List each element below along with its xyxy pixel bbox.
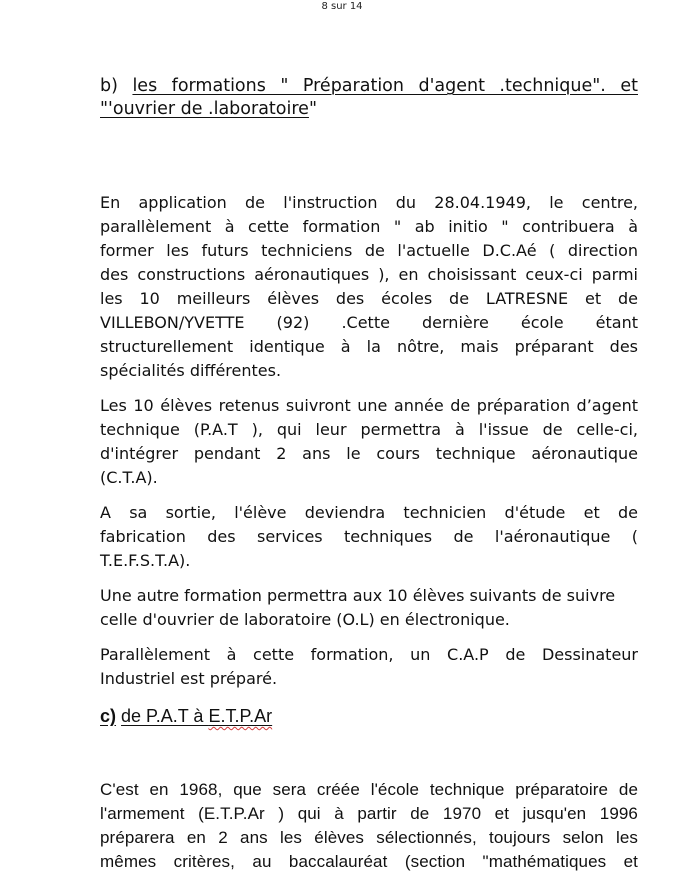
text-line: A sa sortie, l'élève deviendra technicien d'étude et de xyxy=(100,503,638,522)
section-b-label: b) xyxy=(100,76,118,96)
section-b-title-line1: les formations " Préparation d'agent .technique". et xyxy=(132,76,638,96)
text-line: celle d'ouvrier de laboratoire (O.L) en électronique. xyxy=(100,610,510,629)
text-line: d'intégrer pendant 2 ans le cours technique aéronautique xyxy=(100,444,638,463)
text-line: En application de l'instruction du 28.04.1949, le centre, xyxy=(100,193,638,212)
text-line: Les 10 élèves retenus suivront une année de préparation d’agent xyxy=(100,396,638,415)
text-line: mêmes critères, au baccalauréat (section "mathématiques et xyxy=(100,852,638,871)
paragraph-instruction xyxy=(100,191,638,383)
text-line: les 10 meilleurs élèves des écoles de LATRESNE et de xyxy=(100,289,638,308)
text-line: spécialités différentes. xyxy=(100,361,282,380)
text-line: (C.T.A). xyxy=(100,468,158,487)
text-line: parallèlement à cette formation " ab initio " contribuera à xyxy=(100,217,638,236)
text-line: technique (P.A.T ), qui leur permettra à l'issue de celle-ci, xyxy=(100,420,638,439)
text-line: fabrication des services techniques de l'aéronautique ( xyxy=(100,527,638,546)
text-line: Parallèlement à cette formation, un C.A.P de Dessinateur xyxy=(100,645,638,664)
text-line: des constructions aéronautiques ), en choisissant ceux-ci parmi xyxy=(100,265,638,284)
page-number: 8 sur 14 xyxy=(321,1,363,12)
document-body xyxy=(100,75,638,874)
paragraph-tefsta xyxy=(100,501,638,573)
text-line: préparera en 2 ans les élèves sélectionnés, toujours selon les xyxy=(100,828,638,847)
paragraph-etpar xyxy=(100,778,638,874)
section-b-heading xyxy=(100,75,638,98)
paragraph-pat xyxy=(100,394,638,490)
paragraph-ouvrier-laboratoire xyxy=(100,584,638,632)
text-line: T.E.F.S.T.A). xyxy=(100,551,191,570)
section-b-title-line2: "'ouvrier de .laboratoire xyxy=(100,99,309,119)
text-line: former les futurs techniciens de l'actuelle D.C.Aé ( direction xyxy=(100,241,638,260)
section-c-title-prefix: de P.A.T à xyxy=(121,706,209,726)
section-c-heading xyxy=(100,704,638,728)
text-line: l'armement (E.T.P.Ar ) qui à partir de 1970 et jusqu'en 1996 xyxy=(100,804,638,823)
section-b-title-tail: " xyxy=(308,99,317,119)
text-line: Industriel est préparé. xyxy=(100,669,278,688)
text-line: Une autre formation permettra aux 10 élèves suivants de suivre xyxy=(100,586,616,605)
text-line: C'est en 1968, que sera créée l'école technique préparatoire de xyxy=(100,780,638,799)
paragraph-cap xyxy=(100,643,638,691)
section-c-title-flagged-word: E.T.P.Ar xyxy=(208,706,273,726)
text-line: VILLEBON/YVETTE (92) .Cette dernière école étant xyxy=(100,313,638,332)
section-c-label: c) xyxy=(100,706,117,726)
section-b-heading-continued xyxy=(100,98,638,121)
section-c-title xyxy=(121,706,272,726)
text-line: structurellement identique à la nôtre, mais préparant des xyxy=(100,337,638,356)
